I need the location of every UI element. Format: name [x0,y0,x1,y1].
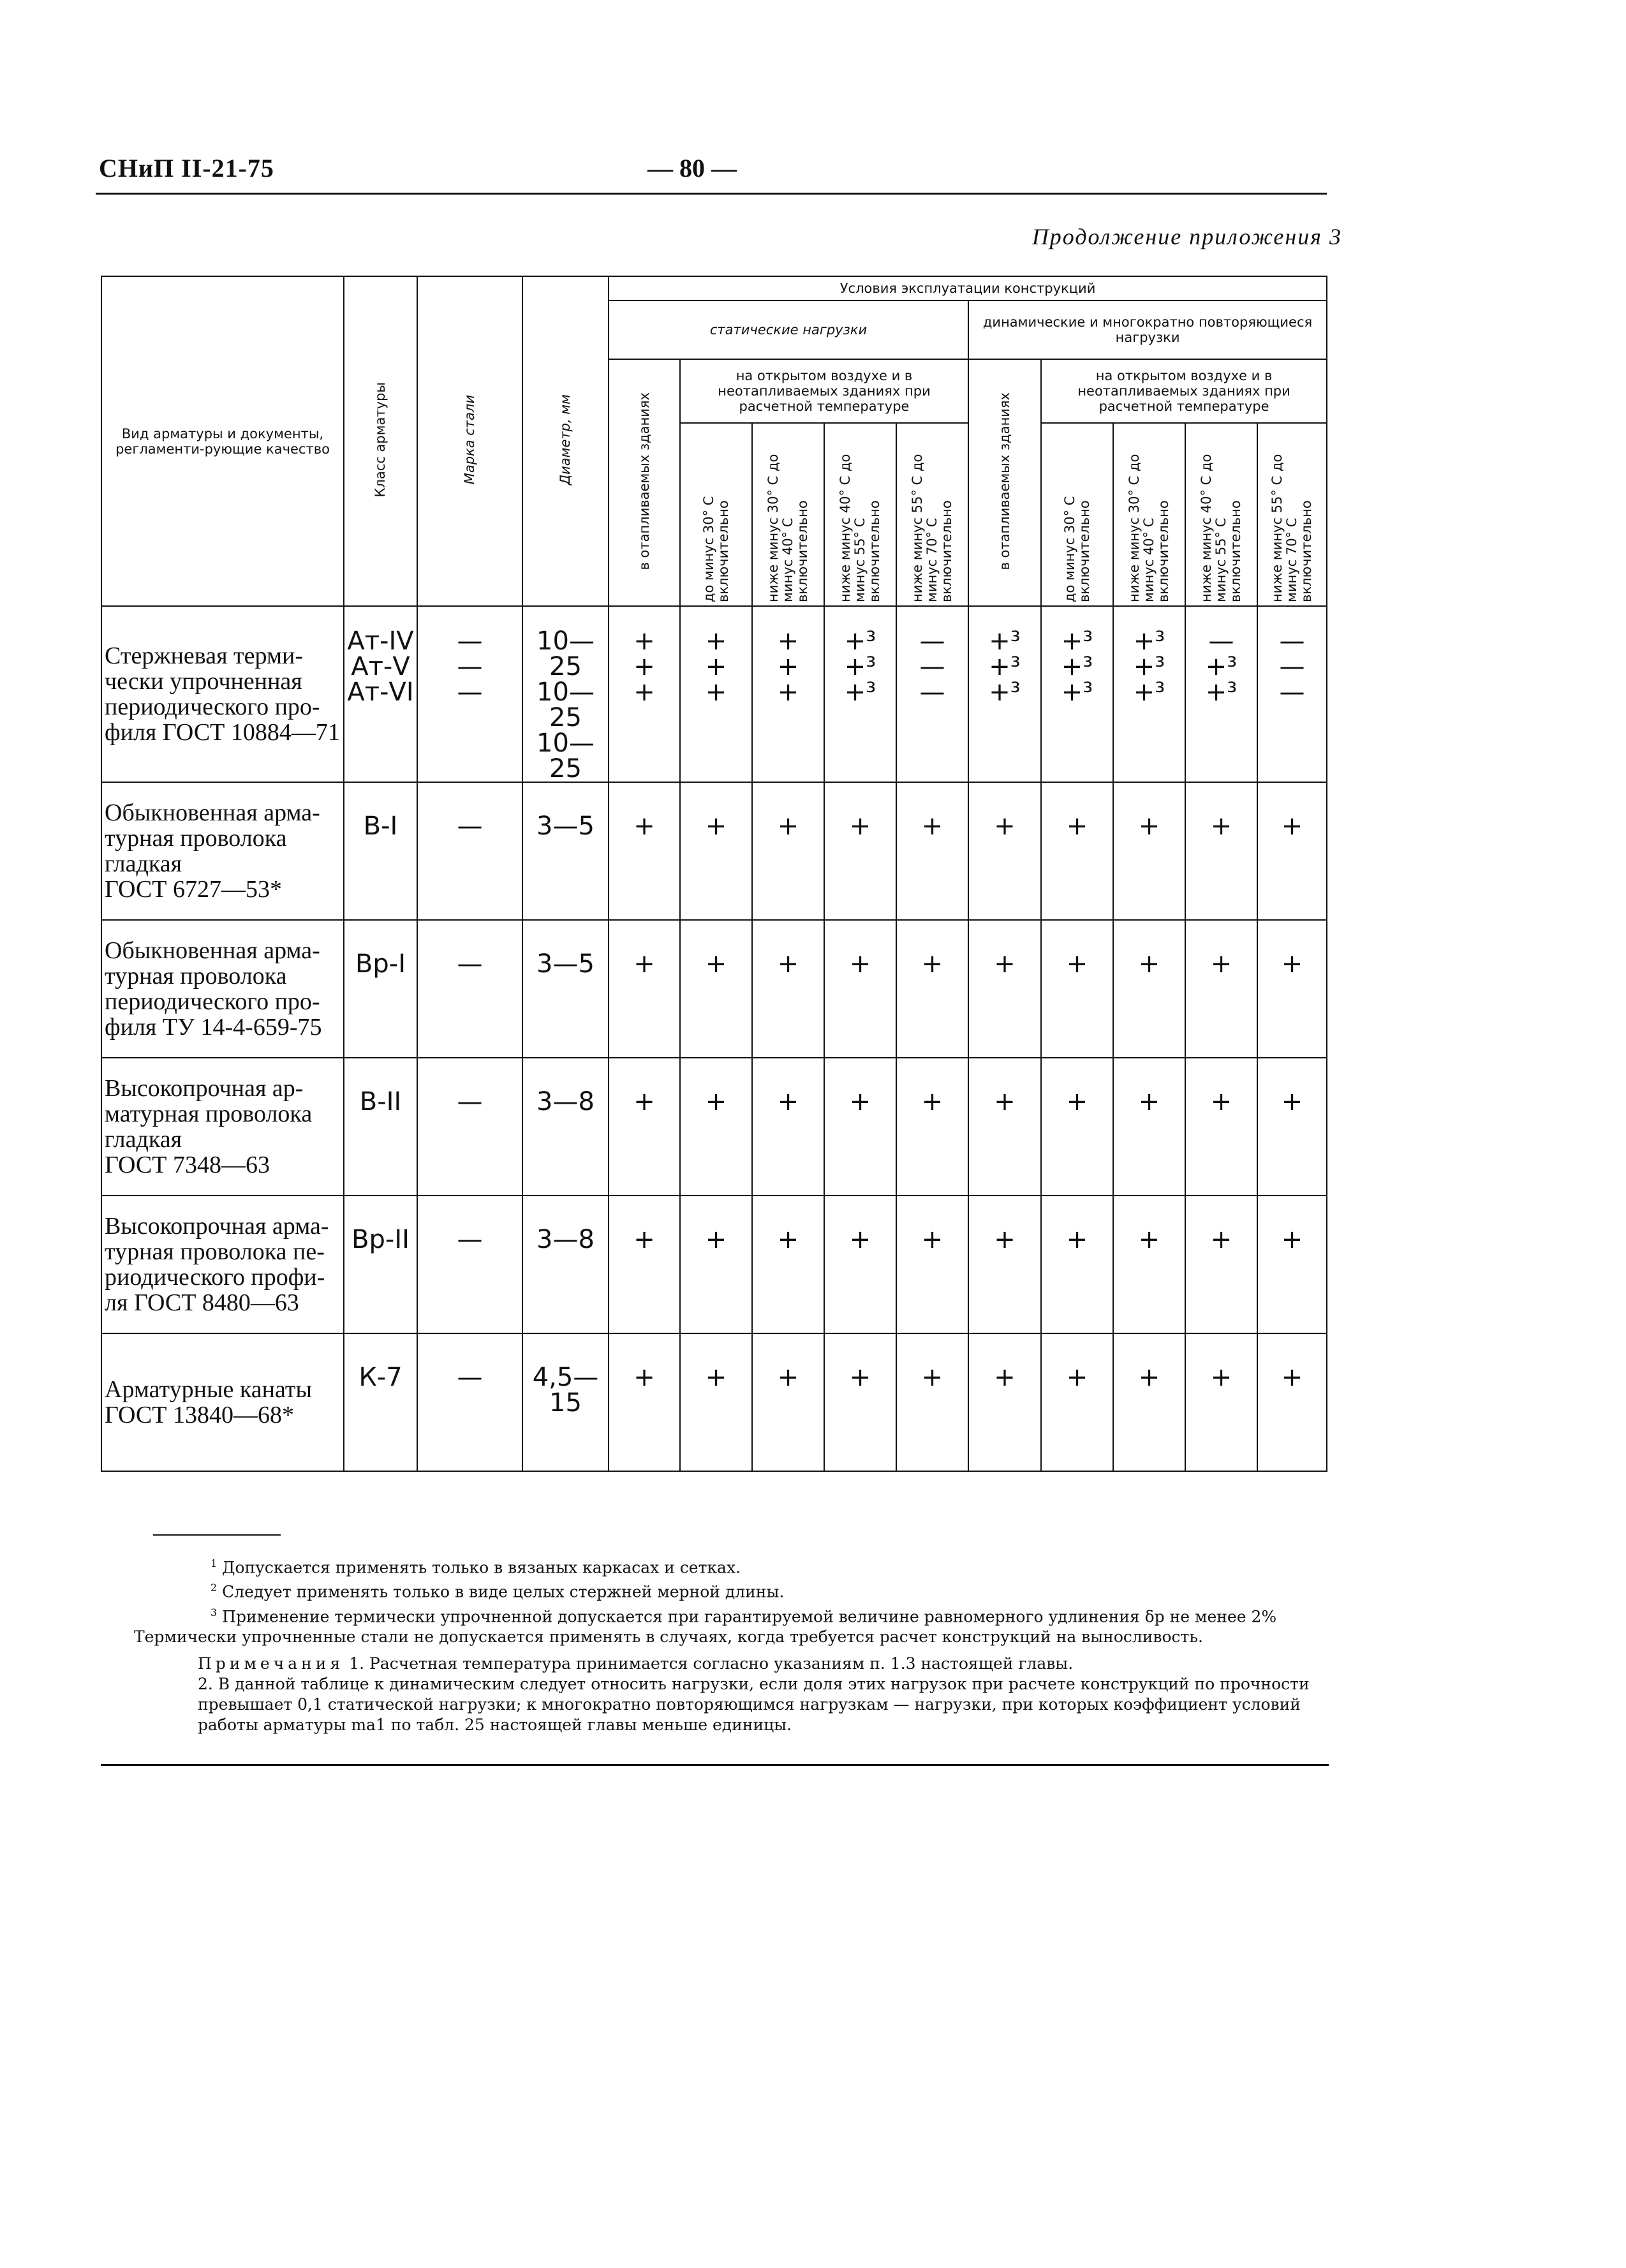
condition-mark: + [1066,949,1088,979]
condition-cell [1041,920,1113,1058]
condition-cell [896,1333,968,1471]
rebar-class-value: Ат-VI [347,678,414,707]
col-class-header: Класс арматуры [344,276,417,606]
kind-line: гладкая [105,1126,182,1153]
condition-mark: — [919,652,945,681]
condition-cell [609,920,680,1058]
condition-cell [968,782,1041,920]
rebar-class-value: К-7 [358,1363,403,1392]
steel-grade [417,1333,522,1471]
diameter [522,782,609,920]
condition-cell [1257,782,1327,920]
condition-mark: +³ [989,626,1021,656]
condition-mark: + [849,812,871,841]
condition-mark: + [705,1225,727,1254]
condition-cell [1041,1058,1113,1196]
reinforcement-kind [101,920,344,1058]
table-row [101,1333,1327,1471]
condition-cell [609,782,680,920]
condition-mark: +³ [1133,652,1165,681]
kind-line: матурная проволока [105,1101,313,1127]
condition-cell [609,1058,680,1196]
condition-mark: + [705,1087,727,1116]
steel-grade-value: — [457,678,483,707]
kind-line: Обыкновенная арма- [105,799,320,826]
temp-header-static-1: до минус 30° С включительно [680,423,752,606]
kind-line: гладкая [105,850,182,877]
condition-mark: +³ [1133,626,1165,656]
condition-mark: +³ [844,626,876,656]
condition-mark: + [1066,1363,1088,1392]
table-body [101,606,1327,1471]
static-outdoor-header: на открытом воздухе и в неотапливаемых зданиях при расчетной температуре [680,359,968,423]
condition-mark: + [777,1363,799,1392]
condition-mark: + [994,1225,1016,1254]
condition-cell [1257,1333,1327,1471]
steel-grade-value: — [457,1225,483,1254]
condition-cell [1041,782,1113,920]
footnote-1: $^1$ Допускается применять только в вязаных каркасах и сетках. [211,1557,741,1577]
condition-cell [1185,606,1257,782]
condition-cell [824,782,896,920]
rebar-class-value: В-II [359,1087,402,1116]
condition-cell [752,1333,824,1471]
bottom-rule [101,1764,1329,1766]
condition-mark: + [777,812,799,841]
continuation-label: Продолжение приложения 3 [1031,224,1342,249]
condition-mark: +³ [1205,652,1238,681]
rebar-class [344,1196,417,1333]
condition-cell [968,920,1041,1058]
kind-line: филя ТУ 14-4-659-75 [105,1014,322,1041]
condition-cell [824,920,896,1058]
diameter [522,1333,609,1471]
condition-cell [752,1196,824,1333]
condition-mark: + [1210,812,1232,841]
kind-line: Арматурные канаты [105,1376,312,1403]
condition-cell [968,1333,1041,1471]
diameter [522,1058,609,1196]
temp-header-static-3: ниже минус 40° С до минус 55° С включительно [824,423,896,606]
header-rule [96,193,1327,195]
condition-mark: + [921,1225,943,1254]
temp-header-static-4: ниже минус 55° С до минус 70° С включительно [896,423,968,606]
steel-grade [417,920,522,1058]
condition-cell [896,606,968,782]
condition-cell [680,1196,752,1333]
doc-code: СНиП II-21-75 [99,154,274,182]
kind-line: Стержневая терми- [105,642,303,669]
table-row [101,1058,1327,1196]
diameter [522,920,609,1058]
condition-mark: + [994,949,1016,979]
steel-grade-value: — [457,626,483,656]
condition-mark: + [633,1225,655,1254]
condition-cell [824,1333,896,1471]
page-number: — 80 — [647,154,737,182]
steel-grade [417,606,522,782]
condition-mark: — [919,626,945,656]
reinforcement-kind [101,606,344,782]
condition-cell [824,606,896,782]
diameter-value: 10—25 [536,626,595,681]
condition-mark: + [705,652,727,681]
condition-cell [680,1058,752,1196]
condition-mark: +³ [1061,652,1093,681]
condition-mark: + [849,949,871,979]
condition-cell [1257,1196,1327,1333]
condition-mark: + [777,678,799,707]
condition-cell [1041,606,1113,782]
condition-mark: + [994,812,1016,841]
condition-mark: + [994,1087,1016,1116]
rebar-class [344,1058,417,1196]
condition-cell [1113,782,1185,920]
condition-mark: + [1281,1225,1303,1254]
rebar-class [344,606,417,782]
condition-mark: + [633,678,655,707]
condition-mark: +³ [1133,678,1165,707]
steel-grade-value: — [457,1087,483,1116]
temp-header-static-2: ниже минус 30° С до минус 40° С включительно [752,423,824,606]
col-kind-header: Вид арматуры и документы, регламенти-рующие качество [101,276,344,606]
condition-cell [1113,920,1185,1058]
condition-cell [1185,1058,1257,1196]
table-container [101,276,1326,1472]
condition-mark: + [921,1087,943,1116]
condition-cell [1041,1196,1113,1333]
condition-mark: + [777,652,799,681]
diameter [522,606,609,782]
steel-grade [417,782,522,920]
reinforcement-kind [101,1196,344,1333]
condition-cell [896,782,968,920]
steel-grade-value: — [457,949,483,979]
dynamic-loads-header: динамические и многократно повторяющиеся нагрузки [968,300,1327,359]
steel-grade-value: — [457,812,483,841]
condition-mark: + [1138,949,1160,979]
condition-cell [1113,1196,1185,1333]
condition-mark: + [633,1087,655,1116]
condition-cell [1257,1058,1327,1196]
condition-cell [752,1058,824,1196]
reinforcement-kind [101,1333,344,1471]
kind-line: ГОСТ 7348—63 [105,1152,270,1178]
condition-mark: + [1210,1363,1232,1392]
condition-mark: + [849,1087,871,1116]
condition-mark: + [994,1363,1016,1392]
kind-line: ГОСТ 6727—53* [105,876,282,903]
condition-mark: + [921,812,943,841]
condition-cell [1185,920,1257,1058]
condition-mark: + [1281,949,1303,979]
condition-cell [1257,606,1327,782]
condition-mark: +³ [989,652,1021,681]
note-2: 2. В данной таблице к динамическим следует относить нагрузки, если доля этих нагрузок при расчете конструкций по прочности превышает 0,1 статической нагрузки; к многократно повторяющимся нагрузкам — нагрузки, при которых коэффициент условий работы арматуры ma1 по табл. 25 настоящей главы меньше единицы. [198,1674,1310,1734]
condition-cell [1113,1333,1185,1471]
diameter-value: 3—5 [536,949,595,979]
kind-line: периодического про- [105,693,320,720]
condition-cell [609,1333,680,1471]
condition-mark: + [1138,1363,1160,1392]
temp-header-dynamic-1: до минус 30° С включительно [1041,423,1113,606]
kind-line: Высокопрочная арма- [105,1213,329,1240]
temp-header-dynamic-4: ниже минус 55° С до минус 70° С включительно [1257,423,1327,606]
kind-line: ля ГОСТ 8480—63 [105,1289,299,1316]
condition-mark: +³ [1061,678,1093,707]
condition-cell [1257,920,1327,1058]
condition-mark: — [1279,626,1305,656]
condition-cell [1185,782,1257,920]
condition-mark: + [633,626,655,656]
table-row [101,782,1327,920]
diameter-value: 10—25 [536,729,595,783]
kind-line: риодического профи- [105,1264,325,1291]
condition-mark: + [1281,1363,1303,1392]
condition-mark: + [1138,1087,1160,1116]
kind-line: турная проволока пе- [105,1238,325,1265]
rebar-class-value: В-I [363,812,398,841]
footnote-3: $^3$ Применение термически упрочненной допускается при гарантируемой величине равномерного удлинения δp не менее 2% [211,1606,1277,1626]
condition-cell [609,606,680,782]
static-heated-header: в отапливаемых зданиях [609,359,680,606]
steel-grade [417,1196,522,1333]
steel-grade-value: — [457,1363,483,1392]
kind-line: турная проволока [105,825,287,852]
kind-line: турная проволока [105,963,287,989]
condition-cell [968,1196,1041,1333]
condition-cell [680,782,752,920]
condition-mark: — [1208,626,1234,656]
steel-grade [417,1058,522,1196]
note-1: Примечания 1. Расчетная температура принимается согласно указаниям п. 1.3 настоящей главы. [198,1654,1074,1673]
condition-cell [1185,1196,1257,1333]
condition-cell [680,920,752,1058]
condition-mark: + [849,1363,871,1392]
condition-mark: — [1279,678,1305,707]
rebar-class-value: Вр-I [355,949,406,979]
condition-cell [1185,1333,1257,1471]
condition-mark: + [633,812,655,841]
reinforcement-table [101,276,1327,1472]
rebar-class-value: Ат-IV [347,626,414,656]
condition-mark: + [849,1225,871,1254]
dynamic-heated-header: в отапливаемых зданиях [968,359,1041,606]
col-grade-header: Марка стали [417,276,522,606]
condition-mark: + [705,678,727,707]
kind-line: чески упрочненная [105,668,302,695]
diameter-value: 3—8 [536,1225,595,1254]
temp-header-dynamic-2: ниже минус 30° С до минус 40° С включительно [1113,423,1185,606]
condition-cell [680,606,752,782]
condition-mark: + [633,1363,655,1392]
dynamic-outdoor-header: на открытом воздухе и в неотапливаемых зданиях при расчетной температуре [1041,359,1327,423]
condition-mark: + [633,652,655,681]
condition-mark: + [1138,812,1160,841]
condition-cell [1113,1058,1185,1196]
diameter-value: 3—5 [536,812,595,841]
condition-cell [896,1196,968,1333]
static-loads-header: статические нагрузки [609,300,968,359]
table-row [101,606,1327,782]
condition-mark: + [921,949,943,979]
diameter-value: 4,5—15 [532,1363,599,1418]
kind-line: филя ГОСТ 10884—71 [105,719,340,746]
condition-cell [896,1058,968,1196]
kind-line: Высокопрочная ар- [105,1075,304,1102]
condition-mark: +³ [1205,678,1238,707]
condition-mark: + [705,812,727,841]
kind-line: Обыкновенная арма- [105,937,320,964]
condition-cell [609,1196,680,1333]
condition-cell [1041,1333,1113,1471]
condition-mark: +³ [844,652,876,681]
condition-mark: + [1281,1087,1303,1116]
condition-cell [824,1058,896,1196]
condition-mark: + [1066,812,1088,841]
condition-mark: + [1066,1225,1088,1254]
condition-mark: + [1210,1225,1232,1254]
condition-mark: + [705,1363,727,1392]
condition-mark: + [1138,1225,1160,1254]
rebar-class [344,782,417,920]
table-row [101,1196,1327,1333]
condition-mark: +³ [844,678,876,707]
condition-mark: +³ [1061,626,1093,656]
condition-mark: + [777,626,799,656]
condition-mark: + [777,1225,799,1254]
condition-cell [752,606,824,782]
condition-cell [752,920,824,1058]
condition-cell [968,606,1041,782]
conditions-header: Условия эксплуатации конструкций [609,276,1327,300]
rebar-class-value: Вр-II [351,1225,410,1254]
condition-mark: + [1066,1087,1088,1116]
condition-mark: — [919,678,945,707]
condition-cell [1113,606,1185,782]
kind-line: ГОСТ 13840—68* [105,1402,294,1428]
reinforcement-kind [101,1058,344,1196]
condition-cell [968,1058,1041,1196]
condition-mark: — [1279,652,1305,681]
notes-block [134,1553,1320,1735]
rebar-class-value: Ат-V [351,652,410,681]
condition-cell [824,1196,896,1333]
condition-mark: + [705,626,727,656]
kind-line: периодического про- [105,988,320,1015]
reinforcement-kind [101,782,344,920]
page-header [99,153,1327,191]
condition-mark: + [921,1363,943,1392]
condition-mark: + [1210,949,1232,979]
condition-cell [752,782,824,920]
condition-cell [896,920,968,1058]
col-diam-header: Диаметр, мм [522,276,609,606]
condition-mark: + [705,949,727,979]
condition-mark: +³ [989,678,1021,707]
condition-mark: + [633,949,655,979]
diameter-value: 10—25 [536,678,595,732]
temp-header-dynamic-3: ниже минус 40° С до минус 55° С включительно [1185,423,1257,606]
condition-mark: + [777,1087,799,1116]
condition-mark: + [1210,1087,1232,1116]
table-row [101,920,1327,1058]
footnote-rule [153,1534,281,1536]
rebar-class [344,920,417,1058]
diameter [522,1196,609,1333]
footnote-3-continued: Термически упрочненные стали не допускается применять в случаях, когда требуется расчет конструкций на выносливость. [134,1627,1203,1646]
steel-grade-value: — [457,652,483,681]
footnote-2: $^2$ Следует применять только в виде целых стержней мерной длины. [211,1582,785,1601]
condition-mark: + [777,949,799,979]
rebar-class [344,1333,417,1471]
condition-cell [680,1333,752,1471]
condition-mark: + [1281,812,1303,841]
diameter-value: 3—8 [536,1087,595,1116]
